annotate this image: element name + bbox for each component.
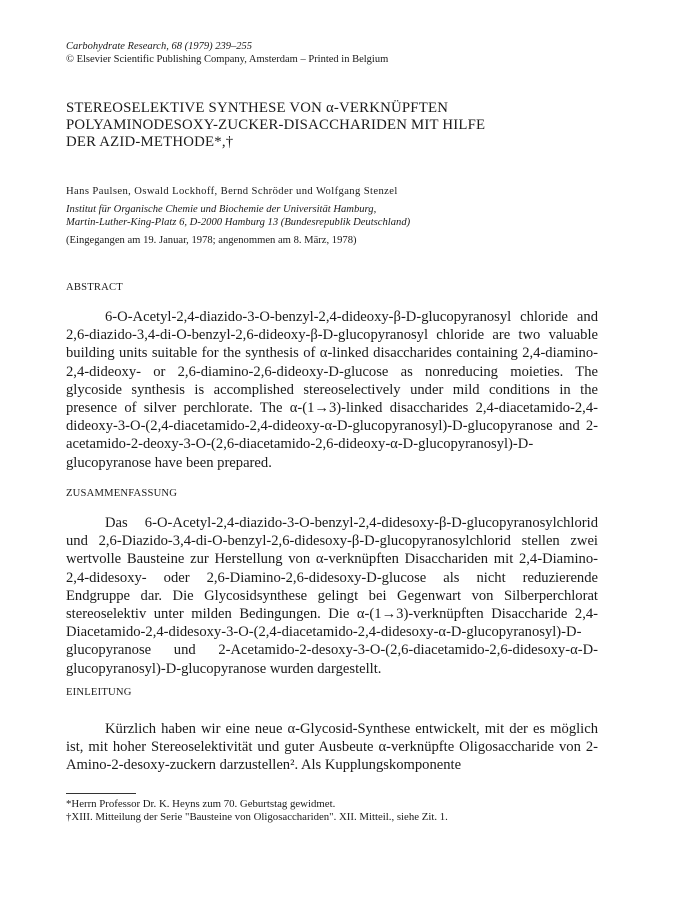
affiliation-line-1: Institut für Organische Chemie und Biochemie der Universität Hamburg, xyxy=(66,204,377,215)
einleitung-section xyxy=(66,720,598,775)
publisher-line: © Elsevier Scientific Publishing Company, Amsterdam – Printed in Belgium xyxy=(66,54,389,65)
title-line-3: DER AZID-METHODE*,† xyxy=(66,134,234,150)
journal-header xyxy=(66,40,388,66)
zusammenfassung-text: Das 6-O-Acetyl-2,4-diazido-3-O-benzyl-2,4-didesoxy-β-D-glucopyranosylchlorid und 2,6-Diazido-3,4-di-O-benzyl-2,6-didesoxy-β-D-glucopyranosylchlorid stellen zwei wertvolle Bausteine zur Herstellung von α-verknüpften Disacchariden mit 2,4-Diamino-2,4-didesoxy- oder 2,6-Diamino-2,6-didesoxy-D-glucose als nicht reduzierende Endgruppe dar. Die Glycosidsynthese gelingt bei Gegenwart von Silberperchlorat stereoselektiv unter milden Bedingungen. Die α-(1→3)-verknüpften Disaccharide 2,4-Diacetamido-2,4-didesoxy-3-O-(2,4-diacetamido-2,4-didesoxy-α-D-glucopyranosyl)-D-glucopyranose und 2-Acetamido-2-desoxy-3-O-(2,6-diacetamido-2,6-didesoxy-α-D-glucopyranosyl)-D-glucopyranose wurden dargestellt. xyxy=(66,515,598,677)
footnote-rule xyxy=(66,793,136,794)
title-line-1: STEREOSELEKTIVE SYNTHESE VON α-VERKNÜPFTEN xyxy=(66,100,449,116)
title-line-2: POLYAMINODESOXY-ZUCKER-DISACCHARIDEN MIT HILFE xyxy=(66,117,486,133)
footnote-2: †XIII. Mitteilung der Serie "Bausteine von Oligosacchariden". XII. Mitteil., siehe Zit. 1. xyxy=(66,811,448,823)
article-title xyxy=(66,100,485,151)
journal-citation: Carbohydrate Research, 68 (1979) 239–255 xyxy=(66,41,252,52)
abstract-heading: ABSTRACT xyxy=(66,282,123,293)
abstract-text: 6-O-Acetyl-2,4-diazido-3-O-benzyl-2,4-dideoxy-β-D-glucopyranosyl chloride and 2,6-diazido-3,4-di-O-benzyl-2,6-dideoxy-β-D-glucopyranosyl chloride are two valuable building units suitable for the synthesis of α-linked disaccharides containing 2,4-diamino-2,4-dideoxy- or 2,6-diamino-2,6-dideoxy-D-glucose as nonreducing moieties. The glycoside synthesis is accomplished stereoselectively under mild conditions in the presence of silver perchlorate. The α-(1→3)-linked disaccharides 2,4-diacetamido-2,4-dideoxy-3-O-(2,4-diacetamido-2,4-dideoxy-α-D-glucopyranosyl)-D-glucopyranose and 2-acetamido-2-deoxy-3-O-(2,6-diacetamido-2,6-dideoxy-α-D-glucopyranosyl)-D-glucopyranose have been prepared. xyxy=(66,309,598,471)
einleitung-text: Kürzlich haben wir eine neue α-Glycosid-Synthese entwickelt, mit der es möglich ist, mit hoher Stereoselektivität und guter Ausbeute α-verknüpfte Oligosaccharide von 2-Amino-2-desoxy-zuckern darzustellen². Als Kupplungskomponente xyxy=(66,721,598,774)
einleitung-heading: EINLEITUNG xyxy=(66,687,132,698)
zusammenfassung-section xyxy=(66,514,598,678)
footnotes xyxy=(66,798,448,824)
abstract-section xyxy=(66,308,598,472)
affiliation xyxy=(66,204,410,229)
author-list: Hans Paulsen, Oswald Lockhoff, Bernd Schröder und Wolfgang Stenzel xyxy=(66,186,398,197)
footnote-1: *Herrn Professor Dr. K. Heyns zum 70. Geburtstag gewidmet. xyxy=(66,798,336,810)
received-dates: (Eingegangen am 19. Januar, 1978; angenommen am 8. März, 1978) xyxy=(66,235,357,246)
zusammenfassung-heading: ZUSAMMENFASSUNG xyxy=(66,488,178,499)
affiliation-line-2: Martin-Luther-King-Platz 6, D-2000 Hamburg 13 (Bundesrepublik Deutschland) xyxy=(66,216,411,228)
